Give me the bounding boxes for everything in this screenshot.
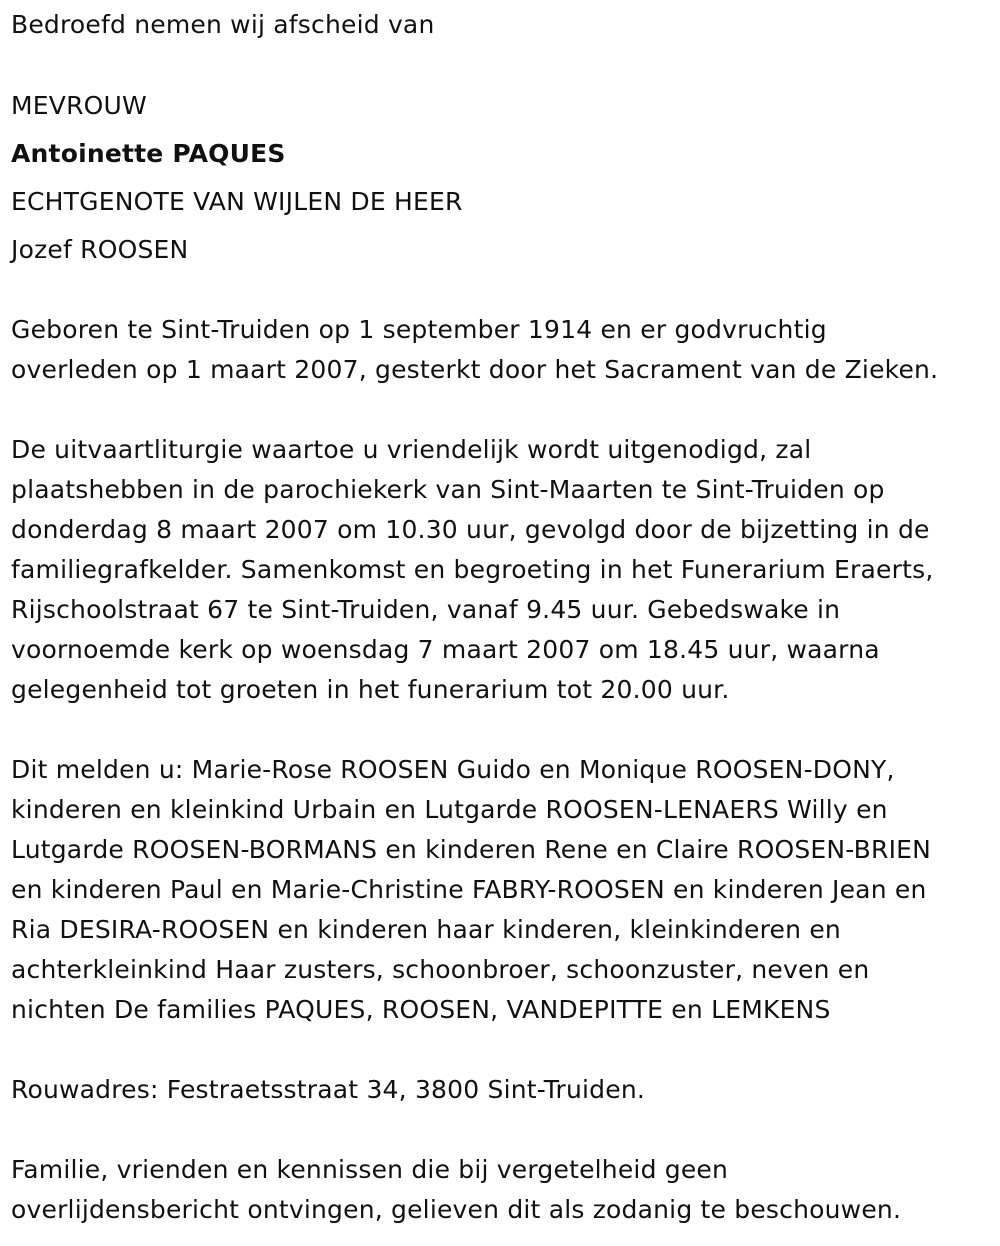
mourning-address: Rouwadres: Festraetsstraat 34, 3800 Sint-Truiden.	[11, 1075, 646, 1104]
family-line: Dit melden u: Marie-Rose ROOSEN Guido en Monique ROOSEN-DONY,	[11, 755, 895, 784]
title-prefix: MEVROUW	[11, 91, 147, 120]
family-line: nichten De families PAQUES, ROOSEN, VANDEPITTE en LEMKENS	[11, 995, 831, 1024]
funeral-line: Rijschoolstraat 67 te Sint-Truiden, vanaf 9.45 uur. Gebedswake in	[11, 595, 841, 624]
funeral-line: plaatshebben in de parochiekerk van Sint-Maarten te Sint-Truiden op	[11, 475, 885, 504]
family-line: kinderen en kleinkind Urbain en Lutgarde ROOSEN-LENAERS Willy en	[11, 795, 888, 824]
closing-line: overlijdensbericht ontvingen, gelieven dit als zodanig te beschouwen.	[11, 1195, 902, 1224]
family-line: en kinderen Paul en Marie-Christine FABRY-ROOSEN en kinderen Jean en	[11, 875, 927, 904]
birth-line: Geboren te Sint-Truiden op 1 september 1914 en er godvruchtig	[11, 315, 827, 344]
funeral-line: donderdag 8 maart 2007 om 10.30 uur, gevolgd door de bijzetting in de	[11, 515, 930, 544]
family-line: Ria DESIRA-ROOSEN en kinderen haar kinderen, kleinkinderen en	[11, 915, 841, 944]
closing-line: Familie, vrienden en kennissen die bij vergetelheid geen	[11, 1155, 729, 1184]
funeral-line: gelegenheid tot groeten in het funerarium tot 20.00 uur.	[11, 675, 730, 704]
birth-line: overleden op 1 maart 2007, gesterkt door het Sacrament van de Zieken.	[11, 355, 939, 384]
funeral-line: familiegrafkelder. Samenkomst en begroeting in het Funerarium Eraerts,	[11, 555, 934, 584]
funeral-line: voornoemde kerk op woensdag 7 maart 2007 om 18.45 uur, waarna	[11, 635, 880, 664]
family-line: achterkleinkind Haar zusters, schoonbroer, schoonzuster, neven en	[11, 955, 870, 984]
deceased-name: Antoinette PAQUES	[11, 139, 286, 168]
family-line: Lutgarde ROOSEN-BORMANS en kinderen Rene en Claire ROOSEN-BRIEN	[11, 835, 932, 864]
relation-text: ECHTGENOTE VAN WIJLEN DE HEER	[11, 187, 463, 216]
spouse-name: Jozef ROOSEN	[11, 235, 189, 264]
funeral-line: De uitvaartliturgie waartoe u vriendelijk wordt uitgenodigd, zal	[11, 435, 812, 464]
intro-text: Bedroefd nemen wij afscheid van	[11, 10, 435, 39]
